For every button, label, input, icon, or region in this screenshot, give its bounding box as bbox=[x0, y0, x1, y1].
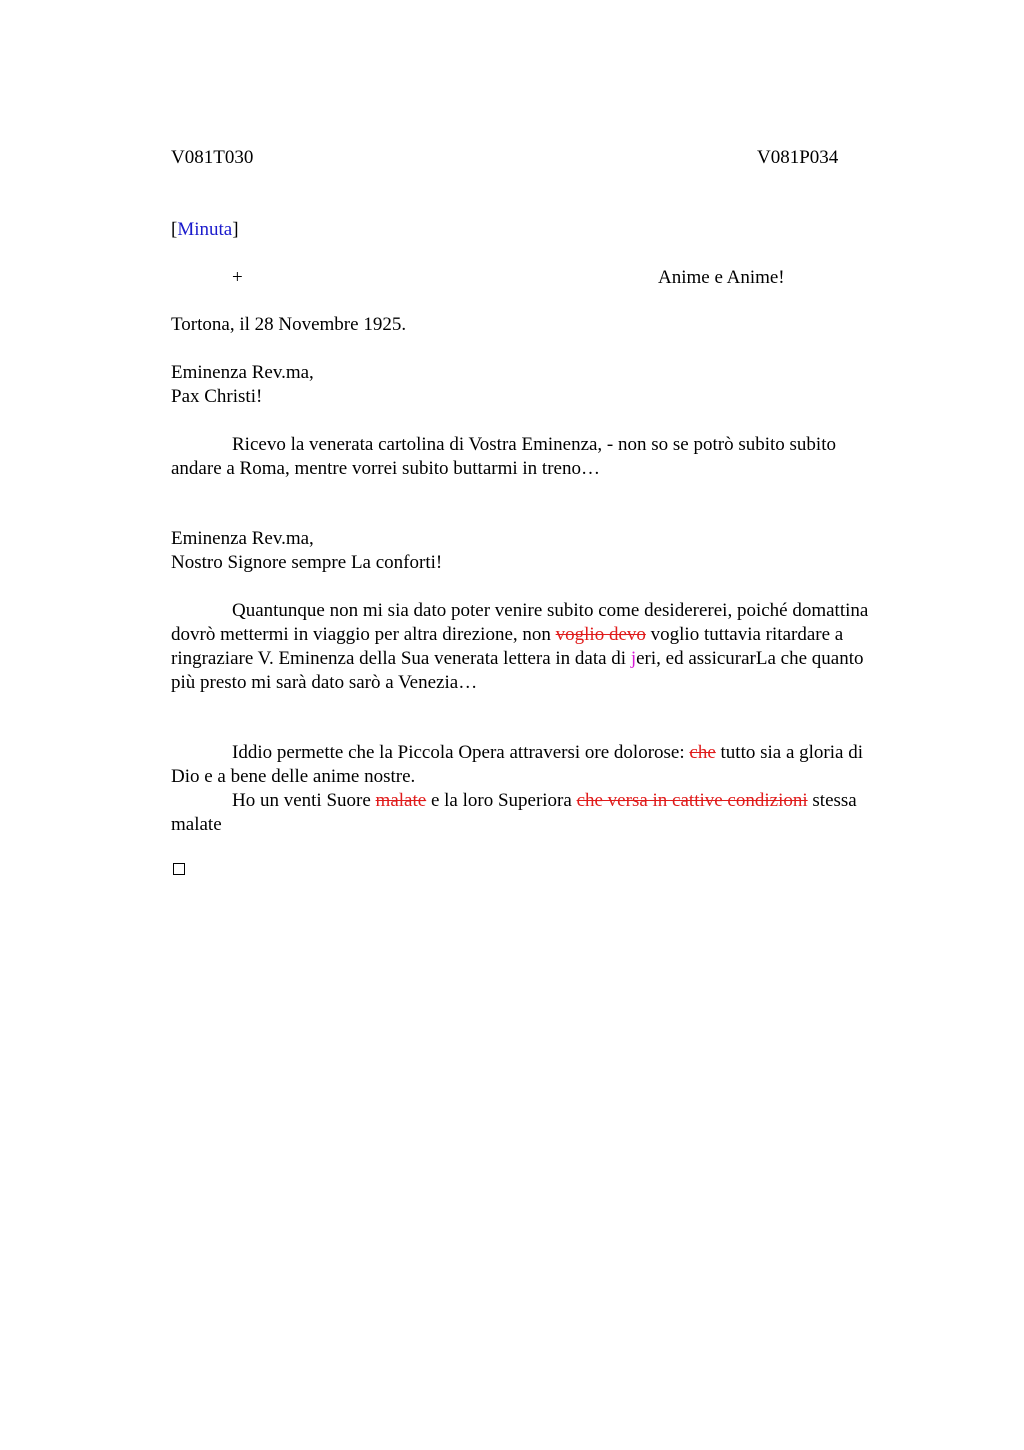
text-run: Ho un venti Suore bbox=[232, 790, 376, 811]
checkbox-icon bbox=[173, 863, 185, 875]
date-line: Tortona, il 28 Novembre 1925. bbox=[171, 314, 407, 335]
text-run: voglio tuttavia ritardare a bbox=[645, 624, 844, 645]
letter-2 bbox=[171, 527, 931, 695]
header-right-code: V081P034 bbox=[757, 147, 839, 168]
text-run: dovrò mettermi in viaggio per altra direzione, non bbox=[171, 624, 556, 645]
text-run: ringraziare V. Eminenza della Sua venerata lettera in data di bbox=[171, 648, 631, 669]
body-line bbox=[171, 741, 931, 765]
greeting: Nostro Signore sempre La conforti! bbox=[171, 552, 443, 573]
body-line: Quantunque non mi sia dato poter venire subito come desidererei, poiché domattina bbox=[232, 600, 869, 621]
body-line bbox=[171, 647, 931, 671]
body-line bbox=[171, 623, 931, 647]
close-bracket: ] bbox=[232, 219, 239, 240]
inserted-text: j bbox=[630, 648, 637, 669]
body-line: Dio e a bene delle anime nostre. bbox=[171, 766, 416, 787]
minuta-word: Minuta bbox=[177, 219, 233, 240]
header-left-code: V081T030 bbox=[171, 147, 254, 168]
greeting: Pax Christi! bbox=[171, 386, 263, 407]
open-bracket: [ bbox=[171, 219, 178, 240]
cross-symbol: + bbox=[232, 267, 243, 288]
text-run: eri, ed assicurarLa che quanto bbox=[636, 648, 864, 669]
text-run: Iddio permette che la Piccola Opera attraversi ore dolorose: bbox=[232, 742, 690, 763]
motto: Anime e Anime! bbox=[658, 267, 785, 288]
text-run: e la loro Superiora bbox=[426, 790, 577, 811]
letter-1 bbox=[171, 361, 931, 481]
text-run: stessa bbox=[807, 790, 857, 811]
salutation: Eminenza Rev.ma, bbox=[171, 528, 314, 549]
minuta-label bbox=[171, 218, 239, 242]
salutation: Eminenza Rev.ma, bbox=[171, 362, 314, 383]
letter-3 bbox=[171, 741, 931, 837]
body-line: Ricevo la venerata cartolina di Vostra Eminenza, - non so se potrò subito subito bbox=[232, 434, 836, 455]
body-line: malate bbox=[171, 814, 222, 835]
text-run: tutto sia a gloria di bbox=[715, 742, 864, 763]
deleted-text: malate bbox=[375, 790, 427, 811]
deleted-text: che versa in cattive condizioni bbox=[576, 790, 808, 811]
body-line: andare a Roma, mentre vorrei subito buttarmi in treno… bbox=[171, 458, 600, 479]
body-line bbox=[171, 789, 931, 813]
deleted-text: che bbox=[689, 742, 716, 763]
deleted-text: voglio devo bbox=[555, 624, 646, 645]
body-line: più presto mi sarà dato sarò a Venezia… bbox=[171, 672, 478, 693]
